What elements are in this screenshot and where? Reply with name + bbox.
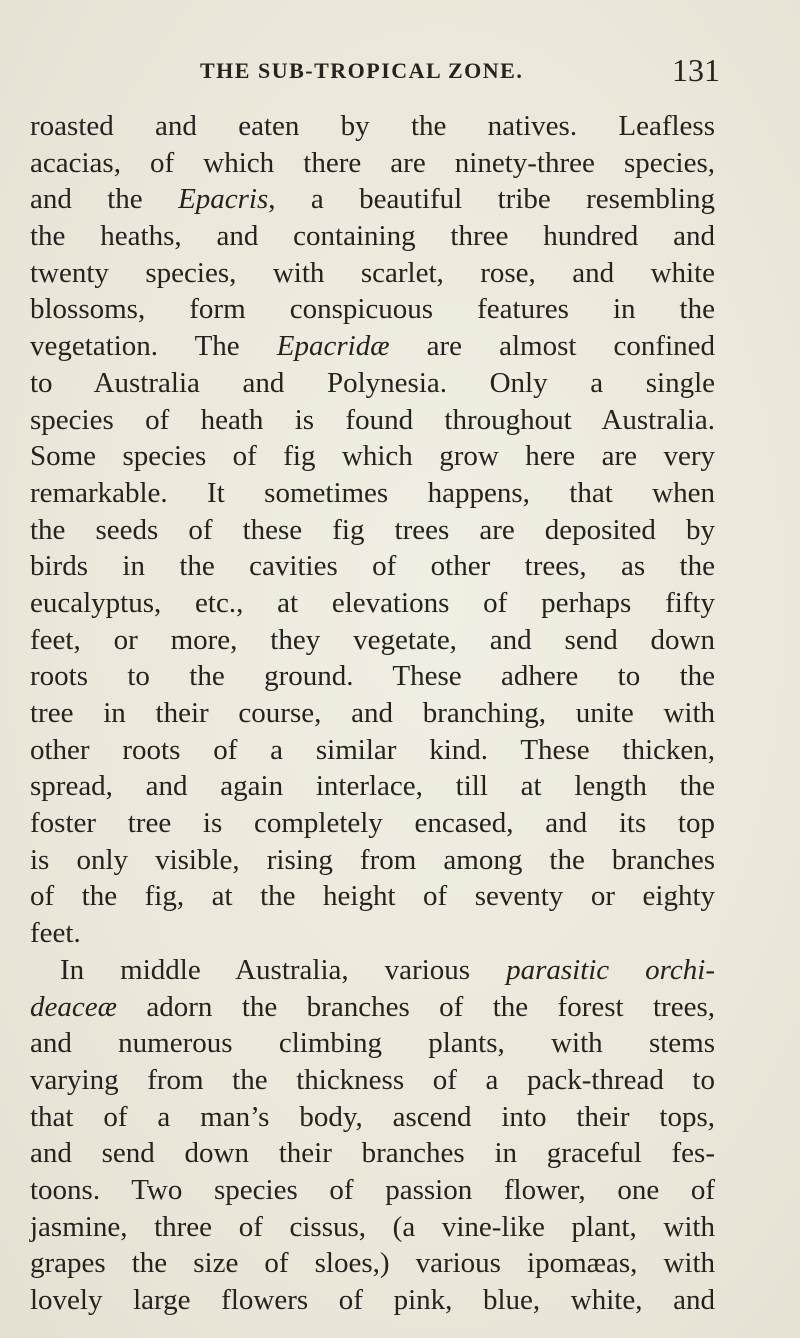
text-line: feet, or more, they vegetate, and send down	[30, 623, 715, 656]
text-line: varying from the thickness of a pack-thread to	[30, 1063, 715, 1096]
text-line: species of heath is found throughout Australia.	[30, 403, 715, 436]
text-line: grapes the size of sloes,) various ipomæas, with	[30, 1247, 715, 1280]
text-line: birds in the cavities of other trees, as the	[30, 550, 715, 583]
text-line: is only visible, rising from among the branches	[30, 843, 715, 876]
text-line: In middle Australia, various parasitic orchi-	[60, 953, 715, 986]
text-line: the seeds of these fig trees are deposited by	[30, 513, 715, 546]
text-line: blossoms, form conspicuous features in the	[30, 293, 715, 326]
text-line: deaceæ adorn the branches of the forest trees,	[30, 990, 715, 1023]
text-line: Some species of fig which grow here are very	[30, 440, 715, 473]
text-line: and the Epacris, a beautiful tribe resembling	[30, 183, 715, 216]
italic-term: Epacris	[178, 183, 269, 216]
text-line: jasmine, three of cissus, (a vine-like plant, with	[30, 1210, 715, 1243]
text-line: spread, and again interlace, till at length the	[30, 770, 715, 803]
text-line: other roots of a similar kind. These thicken,	[30, 733, 715, 766]
italic-term: Epacridæ	[276, 330, 390, 363]
italic-term: deaceæ	[30, 990, 117, 1023]
page-number: 131	[672, 52, 720, 88]
text-line: acacias, of which there are ninety-three species,	[30, 146, 715, 179]
text-line: roasted and eaten by the natives. Leafless	[30, 110, 715, 142]
text-line: twenty species, with scarlet, rose, and white	[30, 256, 715, 289]
text-line: to Australia and Polynesia. Only a single	[30, 366, 715, 399]
text-line: and numerous climbing plants, with stems	[30, 1027, 715, 1060]
text-line: and send down their branches in graceful fes-	[30, 1137, 715, 1170]
text-line: tree in their course, and branching, unite with	[30, 697, 715, 729]
text-line: toons. Two species of passion flower, one of	[30, 1173, 715, 1206]
text-line: feet.	[30, 917, 81, 950]
text-line: remarkable. It sometimes happens, that when	[30, 476, 715, 509]
text-line: that of a man’s body, ascend into their tops,	[30, 1100, 715, 1133]
text-line: foster tree is completely encased, and its top	[30, 807, 715, 840]
text-line: of the fig, at the height of seventy or eighty	[30, 880, 715, 913]
italic-term: parasitic orchi-	[506, 953, 715, 986]
text-line: eucalyptus, etc., at elevations of perhaps fifty	[30, 586, 715, 619]
text-line: the heaths, and containing three hundred and	[30, 220, 715, 253]
body-text	[30, 108, 715, 1319]
text-line: lovely large flowers of pink, blue, white, and	[30, 1284, 715, 1316]
running-head	[30, 52, 720, 92]
text-line: roots to the ground. These adhere to the	[30, 660, 715, 693]
running-title: THE SUB-TROPICAL ZONE.	[200, 58, 524, 83]
text-line: vegetation. The Epacridæ are almost confined	[30, 330, 716, 363]
